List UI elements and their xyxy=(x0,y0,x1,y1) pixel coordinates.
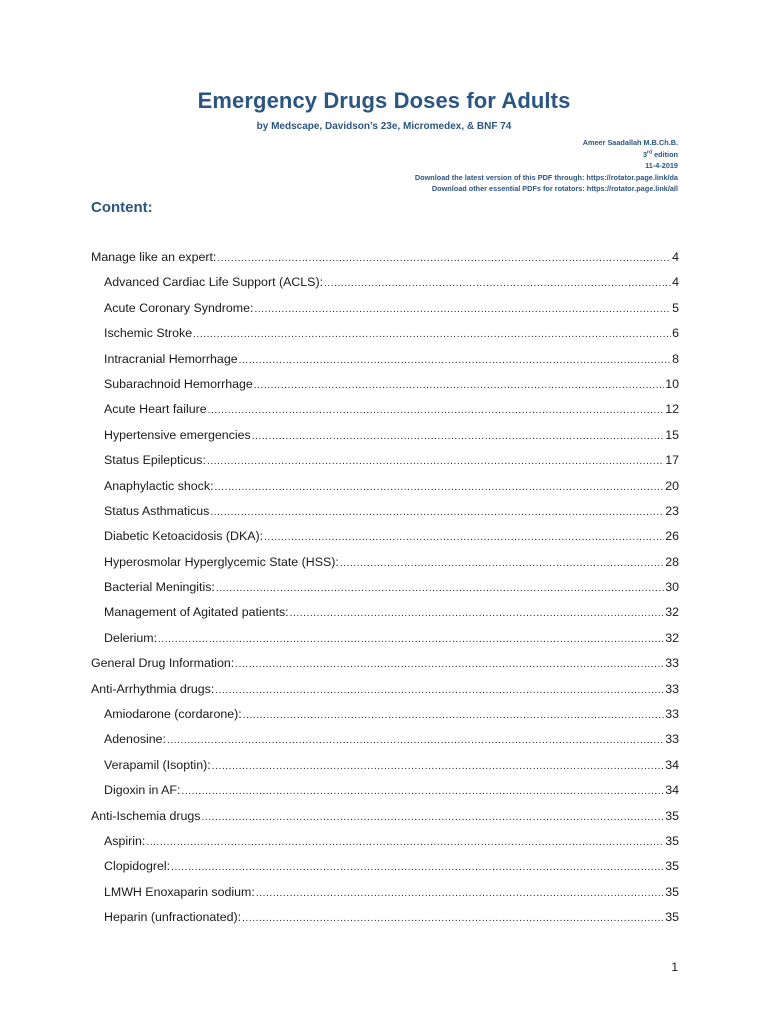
edition-line xyxy=(415,149,678,161)
toc-leader-dots xyxy=(146,830,664,854)
toc-entry[interactable] xyxy=(91,297,679,322)
toc-entry[interactable] xyxy=(91,627,679,652)
toc-entry-label: Adenosine: xyxy=(104,732,167,747)
toc-entry[interactable] xyxy=(91,348,679,373)
toc-entry[interactable] xyxy=(91,855,679,880)
toc-entry-page: 6 xyxy=(672,326,679,341)
toc-leader-dots xyxy=(264,525,664,549)
toc-entry-page: 4 xyxy=(672,275,679,290)
toc-entry-label: Manage like an expert: xyxy=(91,250,217,264)
toc-entry[interactable] xyxy=(91,652,679,677)
toc-entry-page: 35 xyxy=(665,859,679,874)
toc-entry-label: Anti-Ischemia drugs xyxy=(91,808,201,823)
toc-leader-dots xyxy=(212,754,664,778)
edition-number: 3 xyxy=(642,149,648,159)
toc-entry[interactable] xyxy=(91,246,679,271)
toc-entry-label: Clopidogrel: xyxy=(104,859,171,874)
toc-entry[interactable] xyxy=(91,322,679,347)
toc-entry-page: 32 xyxy=(665,630,679,645)
toc-entry[interactable] xyxy=(91,449,679,474)
toc-leader-dots xyxy=(216,576,664,600)
toc-entry-label: Anti-Arrhythmia drugs: xyxy=(91,681,215,696)
toc-leader-dots xyxy=(324,271,671,295)
toc-entry[interactable] xyxy=(91,728,679,753)
toc-entry-page: 26 xyxy=(665,529,679,544)
toc-entry-page: 35 xyxy=(665,833,679,848)
toc-leader-dots xyxy=(158,627,664,651)
download-latest-link[interactable]: Download the latest version of this PDF through: https://rotator.page.link/da xyxy=(414,172,678,182)
toc-leader-dots xyxy=(215,678,664,702)
content-heading: Content: xyxy=(91,199,153,216)
toc-leader-dots xyxy=(235,652,664,676)
toc-entry-page: 15 xyxy=(665,427,679,442)
toc-entry[interactable] xyxy=(91,551,679,576)
toc-entry[interactable] xyxy=(91,525,679,550)
table-of-contents xyxy=(91,246,679,932)
toc-entry[interactable] xyxy=(91,475,679,500)
toc-leader-dots xyxy=(254,297,671,321)
toc-leader-dots xyxy=(208,398,665,422)
toc-leader-dots xyxy=(243,703,664,727)
toc-entry-label: Hyperosmolar Hyperglycemic State (HSS): xyxy=(104,554,339,569)
toc-entry-page: 32 xyxy=(665,605,679,620)
toc-entry-label: Advanced Cardiac Life Support (ACLS): xyxy=(104,275,324,290)
toc-entry[interactable] xyxy=(91,601,679,626)
toc-leader-dots xyxy=(210,500,664,524)
toc-entry-page: 17 xyxy=(665,453,679,468)
toc-entry[interactable] xyxy=(91,906,679,931)
toc-entry-label: Intracranial Hemorrhage xyxy=(104,351,238,366)
toc-leader-dots xyxy=(171,855,664,879)
toc-leader-dots xyxy=(193,322,671,346)
toc-leader-dots xyxy=(252,424,665,448)
toc-entry-label: Aspirin: xyxy=(104,833,146,848)
toc-entry-page: 10 xyxy=(665,376,679,391)
toc-leader-dots xyxy=(181,779,664,803)
toc-entry-label: Amiodarone (cordarone): xyxy=(104,707,242,722)
toc-leader-dots xyxy=(340,551,664,575)
toc-entry[interactable] xyxy=(91,703,679,728)
toc-entry[interactable] xyxy=(91,754,679,779)
toc-leader-dots xyxy=(215,475,665,499)
toc-leader-dots xyxy=(242,906,664,930)
toc-entry[interactable] xyxy=(91,500,679,525)
toc-entry-page: 12 xyxy=(665,402,679,417)
toc-entry-label: Anaphylactic shock: xyxy=(104,478,214,493)
toc-entry[interactable] xyxy=(91,398,679,423)
toc-entry-label: Status Asthmaticus xyxy=(104,503,210,518)
toc-entry-page: 33 xyxy=(665,707,679,722)
toc-leader-dots xyxy=(167,728,664,752)
edition-word: edition xyxy=(652,149,678,159)
toc-leader-dots xyxy=(207,449,664,473)
toc-entry-label: Acute Heart failure xyxy=(104,402,207,417)
toc-entry-page: 34 xyxy=(665,783,679,798)
toc-entry-page: 8 xyxy=(672,351,679,366)
toc-entry-label: Delerium: xyxy=(104,630,158,645)
toc-entry-label: Acute Coronary Syndrome: xyxy=(104,300,254,315)
document-title: Emergency Drugs Doses for Adults xyxy=(197,88,571,113)
toc-entry-label: LMWH Enoxaparin sodium: xyxy=(104,884,255,899)
document-meta xyxy=(415,137,678,195)
toc-leader-dots xyxy=(290,601,665,625)
toc-entry-page: 33 xyxy=(665,656,679,671)
toc-entry[interactable] xyxy=(91,830,679,855)
toc-entry-label: General Drug Information: xyxy=(91,656,235,671)
toc-entry-label: Bacterial Meningitis: xyxy=(104,580,215,595)
toc-entry-label: Verapamil (Isoptin): xyxy=(104,757,211,772)
toc-entry-page: 23 xyxy=(665,503,679,518)
toc-entry[interactable] xyxy=(91,373,679,398)
toc-leader-dots xyxy=(202,805,665,829)
toc-leader-dots xyxy=(254,373,664,397)
toc-entry[interactable] xyxy=(91,678,679,703)
toc-leader-dots xyxy=(256,881,664,905)
toc-entry-page: 30 xyxy=(665,580,679,595)
date-line: 11-4-2019 xyxy=(645,161,678,170)
page-number: 1 xyxy=(671,960,678,974)
toc-entry-page: 5 xyxy=(672,300,679,315)
toc-entry-label: Management of Agitated patients: xyxy=(104,605,289,620)
toc-entry[interactable] xyxy=(91,805,679,830)
toc-entry-label: Heparin (unfractionated): xyxy=(104,910,242,925)
toc-entry[interactable] xyxy=(91,271,679,296)
toc-entry[interactable] xyxy=(91,779,679,804)
author-line: Ameer Saadallah M.B.Ch.B. xyxy=(582,138,678,147)
toc-leader-dots xyxy=(217,246,671,270)
toc-entry-page: 33 xyxy=(665,681,679,696)
toc-entry-page: 33 xyxy=(665,732,679,747)
toc-entry[interactable] xyxy=(91,424,679,449)
toc-entry-label: Ischemic Stroke xyxy=(104,326,193,341)
toc-entry-label: Hypertensive emergencies xyxy=(104,427,251,442)
toc-entry-label: Subarachnoid Hemorrhage xyxy=(104,376,253,391)
toc-entry-page: 34 xyxy=(665,757,679,772)
toc-entry-page: 28 xyxy=(665,554,679,569)
toc-entry-page: 35 xyxy=(665,808,679,823)
toc-entry-label: Diabetic Ketoacidosis (DKA): xyxy=(104,529,264,544)
toc-entry-label: Status Epilepticus: xyxy=(104,453,206,468)
toc-entry-page: 35 xyxy=(665,884,679,899)
toc-entry-page: 35 xyxy=(665,910,679,925)
edition-suffix: rd xyxy=(647,149,653,156)
toc-leader-dots xyxy=(239,348,671,372)
toc-entry[interactable] xyxy=(91,881,679,906)
document-subtitle: by Medscape, Davidson’s 23e, Micromedex, & BNF 74 xyxy=(256,121,512,132)
toc-entry-page: 4 xyxy=(672,250,679,264)
toc-entry-page: 20 xyxy=(665,478,679,493)
toc-entry[interactable] xyxy=(91,576,679,601)
toc-entry-label: Digoxin in AF: xyxy=(104,783,181,798)
download-other-link[interactable]: Download other essential PDFs for rotators: https://rotator.page.link/all xyxy=(431,184,678,193)
